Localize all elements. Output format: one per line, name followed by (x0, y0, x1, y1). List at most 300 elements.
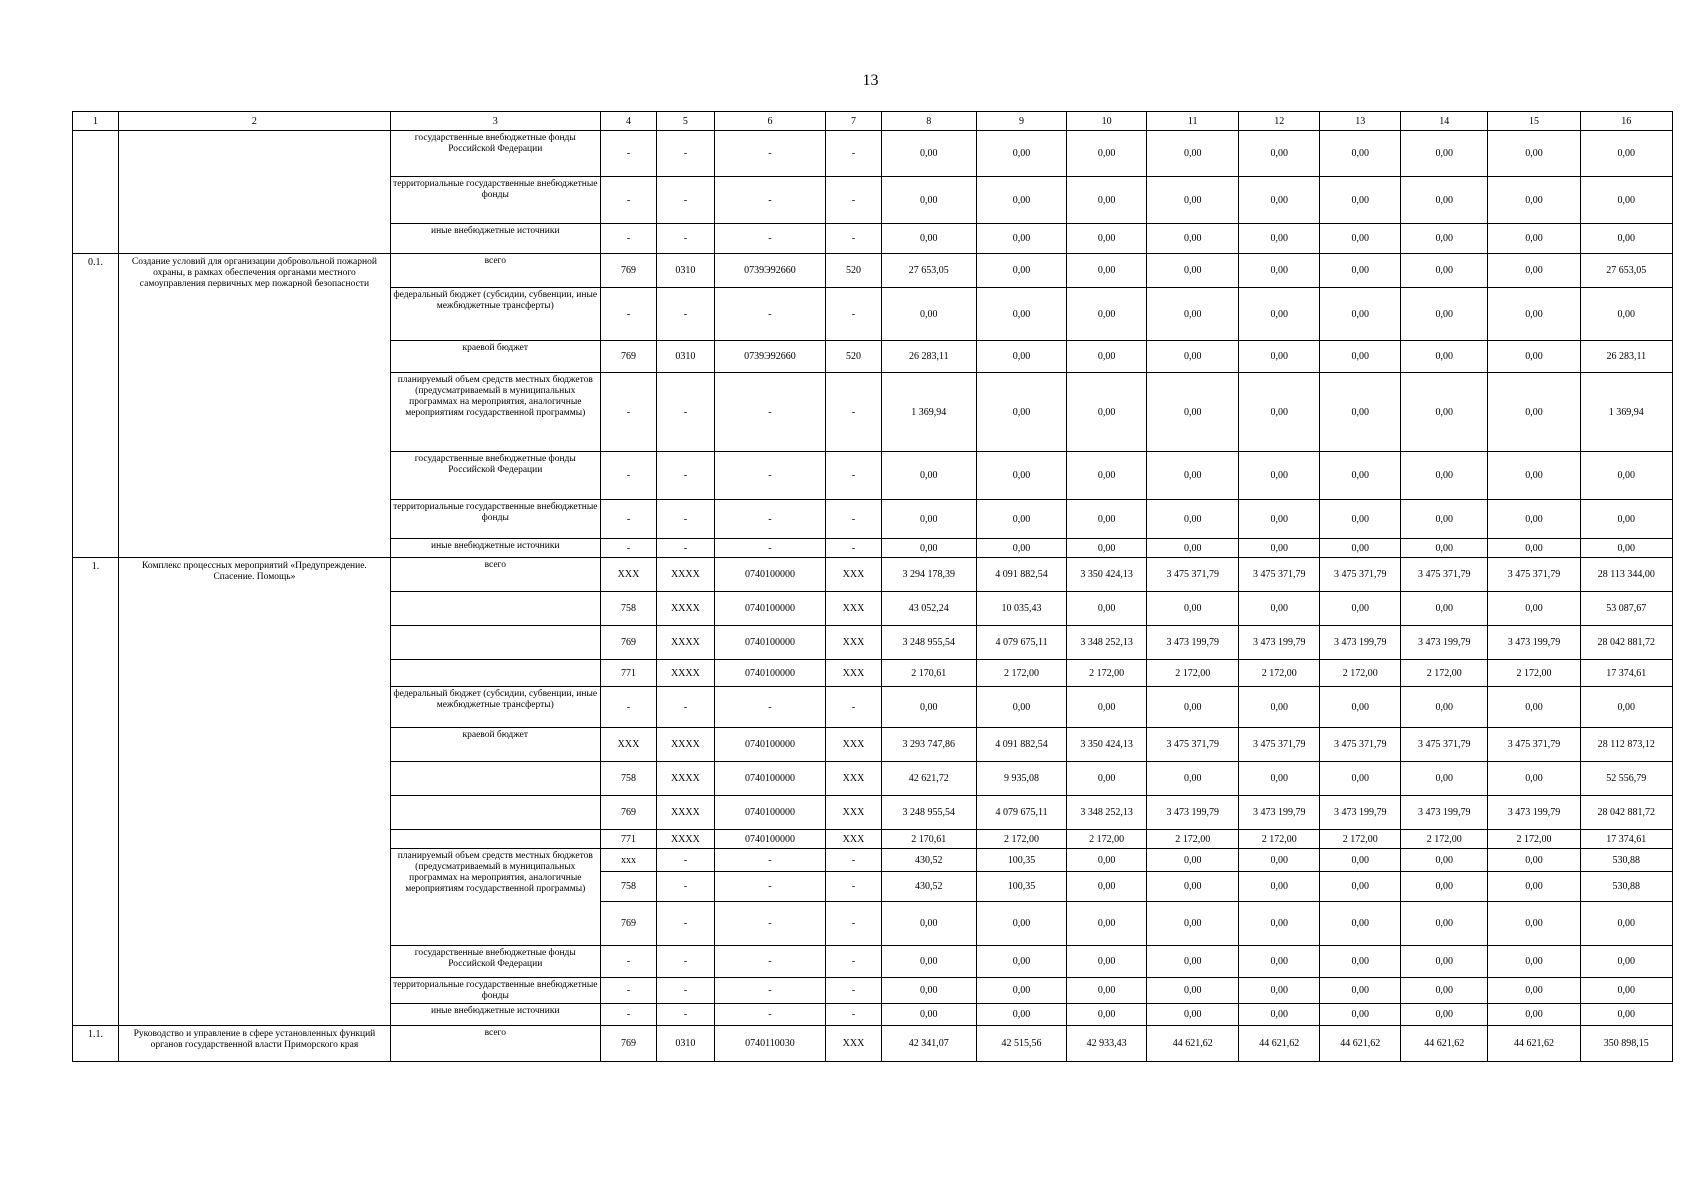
value-cell: 0,00 (1067, 539, 1147, 558)
value-cell: 2 172,00 (1488, 830, 1580, 849)
item-name (119, 131, 391, 254)
header-cell: 4 (600, 112, 656, 131)
value-cell: 0,00 (1147, 978, 1239, 1004)
value-cell: 3 475 371,79 (1320, 558, 1401, 592)
value-cell: - (714, 288, 826, 341)
value-cell: 42 933,43 (1067, 1026, 1147, 1062)
value-cell: 0,00 (1580, 288, 1672, 341)
value-cell: - (826, 1004, 881, 1026)
value-cell: - (600, 373, 656, 452)
value-cell: 0,00 (1239, 224, 1320, 254)
value-cell: 44 621,62 (1320, 1026, 1401, 1062)
value-cell: 0,00 (976, 224, 1066, 254)
value-cell: 2 172,00 (1488, 660, 1580, 687)
value-cell: 0,00 (1147, 902, 1239, 946)
value-cell: 2 172,00 (1239, 830, 1320, 849)
value-cell: 0,00 (1401, 373, 1488, 452)
value-cell: 0,00 (1401, 946, 1488, 978)
header-cell: 8 (881, 112, 976, 131)
value-cell: 0310 (657, 254, 714, 288)
value-cell: 0,00 (1401, 131, 1488, 177)
value-cell: 0,00 (1067, 131, 1147, 177)
header-cell: 2 (119, 112, 391, 131)
value-cell: ХХХ (826, 830, 881, 849)
value-cell: 1 369,94 (1580, 373, 1672, 452)
value-cell: 42 515,56 (976, 1026, 1066, 1062)
value-cell: 0,00 (1239, 872, 1320, 902)
value-cell: 0,00 (1147, 539, 1239, 558)
value-cell: - (826, 288, 881, 341)
value-cell: 0740110030 (714, 1026, 826, 1062)
value-cell: - (826, 224, 881, 254)
value-cell: 771 (600, 830, 656, 849)
value-cell: - (826, 373, 881, 452)
value-cell: - (657, 288, 714, 341)
value-cell: - (714, 902, 826, 946)
value-cell: - (600, 687, 656, 728)
funding-source: краевой бюджет (390, 341, 600, 373)
value-cell: 0,00 (1239, 762, 1320, 796)
value-cell: 0,00 (1067, 288, 1147, 341)
funding-source: планируемый объем средств местных бюджетов (предусматриваемый в муниципальных программах на мероприятия, аналогичные мероприятиям государственной программы) (390, 849, 600, 946)
value-cell: - (600, 539, 656, 558)
header-cell: 3 (390, 112, 600, 131)
value-cell: - (826, 849, 881, 872)
value-cell: 530,88 (1580, 849, 1672, 872)
value-cell: 0,00 (1401, 592, 1488, 626)
header-cell: 16 (1580, 112, 1672, 131)
value-cell: 0,00 (1147, 452, 1239, 500)
value-cell: 0,00 (1320, 131, 1401, 177)
value-cell: 3 473 199,79 (1488, 796, 1580, 830)
value-cell: 0,00 (1239, 539, 1320, 558)
value-cell: 100,35 (976, 849, 1066, 872)
value-cell: - (714, 452, 826, 500)
value-cell: 0,00 (1401, 872, 1488, 902)
value-cell: 0,00 (1147, 1004, 1239, 1026)
funding-source: всего (390, 1026, 600, 1062)
value-cell: ХХХ (826, 592, 881, 626)
value-cell: 0,00 (1488, 452, 1580, 500)
value-cell: 0,00 (976, 177, 1066, 224)
value-cell: ХХХ (600, 728, 656, 762)
value-cell: ХХХХ (657, 660, 714, 687)
value-cell: 520 (826, 254, 881, 288)
value-cell: ХХХХ (657, 830, 714, 849)
value-cell: 0,00 (1401, 224, 1488, 254)
value-cell: 42 341,07 (881, 1026, 976, 1062)
value-cell: 0739Э92660 (714, 254, 826, 288)
value-cell: 3 348 252,13 (1067, 626, 1147, 660)
value-cell: 0,00 (1401, 539, 1488, 558)
value-cell: - (657, 177, 714, 224)
value-cell: 0,00 (1147, 288, 1239, 341)
item-name: Руководство и управление в сфере установленных функций органов государственной власти Приморского края (119, 1026, 391, 1062)
value-cell: 10 035,43 (976, 592, 1066, 626)
value-cell: 3 475 371,79 (1401, 728, 1488, 762)
value-cell: 0,00 (881, 902, 976, 946)
value-cell: - (826, 539, 881, 558)
value-cell: - (600, 1004, 656, 1026)
value-cell: 769 (600, 341, 656, 373)
value-cell: 0,00 (1067, 946, 1147, 978)
funding-source: государственные внебюджетные фонды Российской Федерации (390, 131, 600, 177)
value-cell: ХХХХ (657, 558, 714, 592)
value-cell: - (600, 224, 656, 254)
value-cell: 0,00 (1320, 687, 1401, 728)
value-cell: 0,00 (1580, 177, 1672, 224)
value-cell: - (714, 872, 826, 902)
value-cell: ХХХ (826, 1026, 881, 1062)
value-cell: - (714, 978, 826, 1004)
value-cell: 769 (600, 796, 656, 830)
value-cell: 0,00 (1239, 946, 1320, 978)
value-cell: 0,00 (1067, 849, 1147, 872)
value-cell: 28 042 881,72 (1580, 626, 1672, 660)
value-cell: 0,00 (976, 254, 1066, 288)
value-cell: 0,00 (1239, 254, 1320, 288)
table-row (73, 254, 1673, 288)
value-cell: 3 473 199,79 (1147, 796, 1239, 830)
value-cell: 530,88 (1580, 872, 1672, 902)
value-cell: 0740100000 (714, 830, 826, 849)
value-cell: 3 473 199,79 (1401, 796, 1488, 830)
value-cell: 0,00 (1488, 500, 1580, 539)
header-cell: 5 (657, 112, 714, 131)
funding-source: государственные внебюджетные фонды Российской Федерации (390, 946, 600, 978)
value-cell: 0,00 (1320, 978, 1401, 1004)
value-cell: 0,00 (1580, 224, 1672, 254)
value-cell: 0,00 (1320, 902, 1401, 946)
value-cell: - (657, 224, 714, 254)
value-cell: 3 248 955,54 (881, 626, 976, 660)
value-cell: 0,00 (976, 452, 1066, 500)
value-cell: 0,00 (1401, 177, 1488, 224)
value-cell: 44 621,62 (1147, 1026, 1239, 1062)
value-cell: 0,00 (1401, 978, 1488, 1004)
value-cell: ХХХХ (657, 592, 714, 626)
value-cell: 0,00 (1488, 224, 1580, 254)
value-cell: 0,00 (1147, 592, 1239, 626)
value-cell: ХХХ (826, 728, 881, 762)
value-cell: 0,00 (1067, 978, 1147, 1004)
value-cell: 28 042 881,72 (1580, 796, 1672, 830)
value-cell: 26 283,11 (881, 341, 976, 373)
value-cell: ХХХ (826, 796, 881, 830)
value-cell: 771 (600, 660, 656, 687)
value-cell: - (826, 131, 881, 177)
value-cell: 0,00 (1580, 978, 1672, 1004)
value-cell: 0,00 (1320, 762, 1401, 796)
value-cell: 0,00 (1488, 849, 1580, 872)
value-cell: - (657, 373, 714, 452)
value-cell: 0,00 (1488, 902, 1580, 946)
value-cell: 758 (600, 592, 656, 626)
value-cell: 3 475 371,79 (1239, 558, 1320, 592)
value-cell: 0,00 (1320, 500, 1401, 539)
value-cell: 0,00 (1580, 539, 1672, 558)
value-cell: ХХХХ (657, 626, 714, 660)
value-cell: 2 172,00 (976, 830, 1066, 849)
value-cell: 4 079 675,11 (976, 626, 1066, 660)
value-cell: 0,00 (1580, 131, 1672, 177)
value-cell: 0,00 (1488, 288, 1580, 341)
value-cell: 0,00 (881, 946, 976, 978)
value-cell: 3 473 199,79 (1320, 626, 1401, 660)
value-cell: 0,00 (976, 946, 1066, 978)
value-cell: 0,00 (1147, 177, 1239, 224)
value-cell: 0,00 (1320, 254, 1401, 288)
value-cell: 2 172,00 (1320, 830, 1401, 849)
value-cell: 0,00 (1320, 539, 1401, 558)
value-cell: 0,00 (1401, 254, 1488, 288)
value-cell: 0,00 (1488, 978, 1580, 1004)
funding-source: территориальные государственные внебюджетные фонды (390, 978, 600, 1004)
value-cell: - (600, 177, 656, 224)
value-cell: - (714, 177, 826, 224)
value-cell: 0,00 (1067, 224, 1147, 254)
value-cell: - (714, 1004, 826, 1026)
funding-source (390, 830, 600, 849)
value-cell: 0,00 (1147, 224, 1239, 254)
value-cell: 0,00 (976, 373, 1066, 452)
value-cell: 3 350 424,13 (1067, 558, 1147, 592)
value-cell: 0,00 (1488, 177, 1580, 224)
funding-source: государственные внебюджетные фонды Российской Федерации (390, 452, 600, 500)
value-cell: 0,00 (881, 500, 976, 539)
value-cell: 0739Э92660 (714, 341, 826, 373)
value-cell: 3 473 199,79 (1320, 796, 1401, 830)
header-cell: 14 (1401, 112, 1488, 131)
value-cell: - (826, 902, 881, 946)
value-cell: 0,00 (1580, 500, 1672, 539)
value-cell: 0,00 (976, 288, 1066, 341)
value-cell: 9 935,08 (976, 762, 1066, 796)
item-name: Комплекс процессных мероприятий «Предупреждение. Спасение. Помощь» (119, 558, 391, 1026)
value-cell: 0,00 (1067, 452, 1147, 500)
value-cell: 3 350 424,13 (1067, 728, 1147, 762)
value-cell: 0,00 (1147, 762, 1239, 796)
value-cell: 4 091 882,54 (976, 558, 1066, 592)
value-cell: 2 172,00 (1067, 660, 1147, 687)
value-cell: 0,00 (1580, 1004, 1672, 1026)
value-cell: 0,00 (1239, 288, 1320, 341)
value-cell: 0,00 (1147, 341, 1239, 373)
value-cell: 53 087,67 (1580, 592, 1672, 626)
value-cell: - (714, 224, 826, 254)
value-cell: 3 248 955,54 (881, 796, 976, 830)
value-cell: 769 (600, 1026, 656, 1062)
value-cell: 0740100000 (714, 626, 826, 660)
value-cell: 0,00 (1239, 687, 1320, 728)
value-cell: - (826, 687, 881, 728)
value-cell: 0,00 (1147, 254, 1239, 288)
value-cell: 0,00 (976, 131, 1066, 177)
value-cell: 0,00 (881, 177, 976, 224)
value-cell: 0,00 (1488, 762, 1580, 796)
value-cell: - (714, 500, 826, 539)
header-row (73, 112, 1673, 131)
value-cell: - (826, 500, 881, 539)
value-cell: 1 369,94 (881, 373, 976, 452)
value-cell: 0,00 (1488, 872, 1580, 902)
value-cell: 0,00 (976, 500, 1066, 539)
value-cell: 0,00 (1147, 849, 1239, 872)
value-cell: ХХХХ (657, 796, 714, 830)
header-cell: 1 (73, 112, 119, 131)
value-cell: 0,00 (1067, 341, 1147, 373)
value-cell: 0,00 (1147, 687, 1239, 728)
value-cell: 0740100000 (714, 592, 826, 626)
value-cell: 0,00 (1147, 131, 1239, 177)
value-cell: ХХХ (826, 660, 881, 687)
value-cell: 3 348 252,13 (1067, 796, 1147, 830)
budget-table (72, 111, 1673, 1062)
value-cell: 0310 (657, 341, 714, 373)
value-cell: 0,00 (1067, 687, 1147, 728)
value-cell: - (600, 452, 656, 500)
value-cell: 0,00 (1147, 373, 1239, 452)
value-cell: 0,00 (1320, 373, 1401, 452)
value-cell: 3 475 371,79 (1147, 558, 1239, 592)
funding-source: всего (390, 254, 600, 288)
value-cell: 0,00 (881, 224, 976, 254)
value-cell: 0,00 (976, 902, 1066, 946)
funding-source: иные внебюджетные источники (390, 539, 600, 558)
value-cell: - (714, 539, 826, 558)
value-cell: 2 172,00 (1067, 830, 1147, 849)
value-cell: 26 283,11 (1580, 341, 1672, 373)
value-cell: - (714, 131, 826, 177)
value-cell: 3 475 371,79 (1147, 728, 1239, 762)
value-cell: ХХХХ (657, 762, 714, 796)
value-cell: 3 473 199,79 (1239, 796, 1320, 830)
value-cell: 0,00 (1239, 1004, 1320, 1026)
value-cell: 0,00 (1239, 849, 1320, 872)
funding-source: планируемый объем средств местных бюджетов (предусматриваемый в муниципальных программах на мероприятия, аналогичные мероприятиям государственной программы) (390, 373, 600, 452)
value-cell: 758 (600, 872, 656, 902)
value-cell: ххх (600, 849, 656, 872)
value-cell: 100,35 (976, 872, 1066, 902)
value-cell: ХХХ (826, 762, 881, 796)
value-cell: ХХХХ (657, 728, 714, 762)
value-cell: - (600, 131, 656, 177)
value-cell: 3 473 199,79 (1239, 626, 1320, 660)
value-cell: 0,00 (1401, 687, 1488, 728)
value-cell: 2 172,00 (1401, 660, 1488, 687)
value-cell: 0,00 (1401, 849, 1488, 872)
value-cell: 44 621,62 (1239, 1026, 1320, 1062)
value-cell: - (600, 288, 656, 341)
header-cell: 10 (1067, 112, 1147, 131)
value-cell: 0,00 (1239, 452, 1320, 500)
value-cell: 52 556,79 (1580, 762, 1672, 796)
value-cell: 17 374,61 (1580, 660, 1672, 687)
value-cell: 44 621,62 (1488, 1026, 1580, 1062)
value-cell: 0,00 (976, 978, 1066, 1004)
value-cell: 0,00 (1320, 946, 1401, 978)
value-cell: - (657, 131, 714, 177)
value-cell: 0,00 (1067, 872, 1147, 902)
funding-source (390, 626, 600, 660)
value-cell: 0,00 (1488, 254, 1580, 288)
funding-source (390, 660, 600, 687)
value-cell: 0,00 (1067, 592, 1147, 626)
funding-source (390, 592, 600, 626)
value-cell: 4 091 882,54 (976, 728, 1066, 762)
value-cell: 0,00 (1580, 452, 1672, 500)
funding-source: федеральный бюджет (субсидии, субвенции, иные межбюджетные трансферты) (390, 288, 600, 341)
value-cell: 0,00 (1580, 902, 1672, 946)
value-cell: 0,00 (1488, 373, 1580, 452)
funding-source (390, 762, 600, 796)
value-cell: 0,00 (881, 539, 976, 558)
value-cell: 0,00 (1239, 500, 1320, 539)
value-cell: 0,00 (1401, 452, 1488, 500)
value-cell: 2 172,00 (1320, 660, 1401, 687)
value-cell: 44 621,62 (1401, 1026, 1488, 1062)
value-cell: - (657, 539, 714, 558)
value-cell: 0,00 (1488, 1004, 1580, 1026)
value-cell: - (826, 177, 881, 224)
value-cell: ХХХ (826, 626, 881, 660)
value-cell: - (714, 946, 826, 978)
value-cell: 0,00 (1488, 946, 1580, 978)
value-cell: 430,52 (881, 849, 976, 872)
value-cell: 0,00 (1239, 177, 1320, 224)
value-cell: - (714, 849, 826, 872)
value-cell: 0,00 (1488, 687, 1580, 728)
value-cell: 28 113 344,00 (1580, 558, 1672, 592)
value-cell: 42 621,72 (881, 762, 976, 796)
item-number (73, 131, 119, 254)
value-cell: - (657, 849, 714, 872)
funding-source: территориальные государственные внебюджетные фонды (390, 177, 600, 224)
value-cell: 0,00 (976, 687, 1066, 728)
value-cell: 0,00 (1320, 1004, 1401, 1026)
funding-source: федеральный бюджет (субсидии, субвенции, иные межбюджетные трансферты) (390, 687, 600, 728)
funding-source: иные внебюджетные источники (390, 1004, 600, 1026)
value-cell: 43 052,24 (881, 592, 976, 626)
value-cell: - (714, 373, 826, 452)
value-cell: 0,00 (1067, 500, 1147, 539)
value-cell: 0,00 (1239, 131, 1320, 177)
value-cell: 2 172,00 (1147, 660, 1239, 687)
value-cell: 0,00 (976, 341, 1066, 373)
value-cell: 0,00 (1488, 539, 1580, 558)
value-cell: 0,00 (1488, 341, 1580, 373)
value-cell: - (826, 978, 881, 1004)
header-cell: 11 (1147, 112, 1239, 131)
value-cell: 0,00 (1320, 452, 1401, 500)
value-cell: 769 (600, 254, 656, 288)
value-cell: - (600, 978, 656, 1004)
item-number: 1. (73, 558, 119, 1026)
value-cell: 27 653,05 (881, 254, 976, 288)
value-cell: 0,00 (1401, 1004, 1488, 1026)
value-cell: 0,00 (1401, 500, 1488, 539)
value-cell: 0740100000 (714, 558, 826, 592)
value-cell: 0,00 (1401, 902, 1488, 946)
value-cell: ХХХ (826, 558, 881, 592)
value-cell: 0740100000 (714, 660, 826, 687)
item-name: Создание условий для организации добровольной пожарной охраны, в рамках обеспечения органами местного самоуправления первичных мер пожарной безопасности (119, 254, 391, 558)
value-cell: 3 293 747,86 (881, 728, 976, 762)
value-cell: 0310 (657, 1026, 714, 1062)
value-cell: 0,00 (1067, 902, 1147, 946)
value-cell: 0,00 (1067, 762, 1147, 796)
value-cell: - (657, 902, 714, 946)
